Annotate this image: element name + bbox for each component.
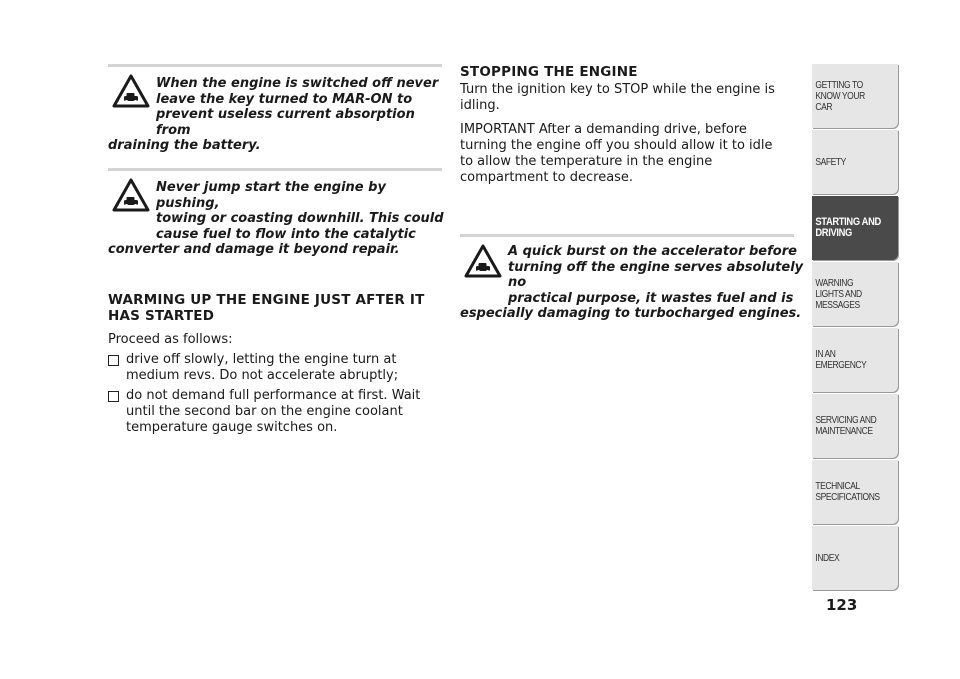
tab-warning-lights-and-messages[interactable] <box>812 262 898 326</box>
chapter-tabs <box>812 64 898 592</box>
warming-steps-list <box>108 352 442 440</box>
section-heading-warming-up: WARMING UP THE ENGINE JUST AFTER IT HAS STARTED <box>108 292 425 324</box>
tab-label: GETTING TO KNOW YOUR CAR <box>815 79 865 113</box>
tab-label: TECHNICAL SPECIFICATIONS <box>815 481 880 503</box>
section-heading-stopping: STOPPING THE ENGINE <box>460 64 638 80</box>
list-item: drive off slowly, letting the engine turn at medium revs. Do not accelerate abruptly; <box>108 352 442 384</box>
checkbox-bullet-icon <box>108 391 119 402</box>
tab-technical-specifications[interactable] <box>812 460 898 524</box>
warning-text: Never jump start the engine by pushing, towing or coasting downhill. This could cause fuel to flow into the catalytic converter and damage it beyond repair. <box>108 180 444 257</box>
warning-text: When the engine is switched off never leave the key turned to MAR-ON to prevent useless current absorption from draining the battery. <box>108 76 439 153</box>
tab-label: SAFETY <box>815 156 846 168</box>
tab-servicing-and-maintenance[interactable] <box>812 394 898 458</box>
tab-label: WARNING LIGHTS AND MESSAGES <box>815 277 862 311</box>
checkbox-bullet-icon <box>108 355 119 366</box>
tab-label: STARTING AND DRIVING <box>815 216 881 239</box>
page-number: 123 <box>826 596 858 614</box>
warming-intro: Proceed as follows: <box>108 332 233 347</box>
tab-safety[interactable] <box>812 130 898 194</box>
tab-index[interactable] <box>812 526 898 590</box>
tab-in-an-emergency[interactable] <box>812 328 898 392</box>
tab-label: SERVICING AND MAINTENANCE <box>815 415 877 437</box>
tab-starting-and-driving[interactable] <box>812 196 898 260</box>
stopping-body: Turn the ignition key to STOP while the engine is idling. IMPORTANT After a demanding drive, before turning the engine off you should allow it to idle to allow the temperature in the engine compartment to decrease. <box>460 82 775 185</box>
tab-getting-to-know-your-car[interactable] <box>812 64 898 128</box>
tab-label: IN AN EMERGENCY <box>815 349 867 371</box>
list-item: do not demand full performance at first. Wait until the second bar on the engine coolant temperature gauge switches on. <box>108 388 442 436</box>
warning-divider <box>108 168 442 171</box>
warning-divider <box>108 64 442 67</box>
warning-divider <box>460 234 794 237</box>
warning-text: A quick burst on the accelerator before turning off the engine serves absolutely no practical purpose, it wastes fuel and is especially damaging to turbocharged engines. <box>460 244 804 321</box>
tab-label: INDEX <box>815 552 840 564</box>
